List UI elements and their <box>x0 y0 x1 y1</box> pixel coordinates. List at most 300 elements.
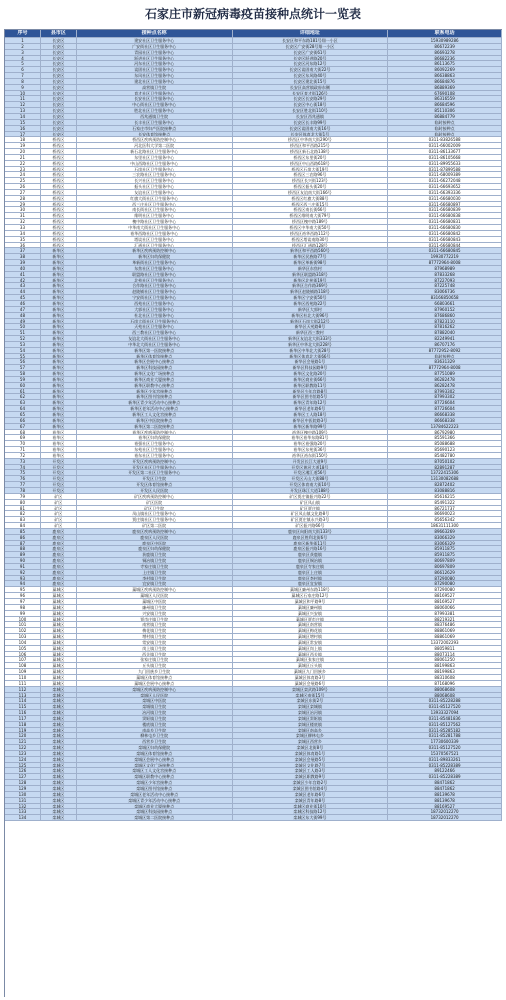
cell-index: 66 <box>5 418 41 424</box>
cell-district: 鹿泉区 <box>41 535 77 541</box>
cell-index: 122 <box>5 745 41 751</box>
cell-site-name: 鹿泉区人民医院 <box>77 535 233 541</box>
cell-phone: 0311-66693652 <box>388 184 502 190</box>
cell-phone: 0311-85481836 <box>388 716 502 722</box>
cell-phone: 13130082688 <box>388 476 502 482</box>
cell-address: 栾城区职教路9号 <box>233 774 389 780</box>
cell-address: 长安区广安街61号 <box>233 50 389 56</box>
cell-address: 开发区天山大街88号 <box>233 476 389 482</box>
cell-district: 长安区 <box>41 108 77 114</box>
cell-address: 桥西区友谊南大街166号 <box>233 190 389 196</box>
cell-district: 开发区 <box>41 488 77 494</box>
cell-district: 栾城区 <box>41 768 77 774</box>
cell-address: 栾城区柳林屯乡 <box>233 733 389 739</box>
cell-district: 矿区 <box>41 523 77 529</box>
cell-site-name: 三农路社区卫生服务中心 <box>77 172 233 178</box>
cell-phone: 86316559 <box>388 96 502 102</box>
cell-phone: 0311-85228389 <box>388 774 502 780</box>
cell-index: 118 <box>5 722 41 728</box>
cell-phone: 88169527 <box>388 804 502 810</box>
cell-phone: 88059811 <box>388 646 502 652</box>
cell-address: 矿区凤山镇文化路8号 <box>233 511 389 517</box>
cell-site-name: 联盟路社区卫生服务中心 <box>77 272 233 278</box>
cell-site-name: 裕东社区卫生服务中心 <box>77 453 233 459</box>
cell-district: 桥西区 <box>41 202 77 208</box>
cell-index: 113 <box>5 693 41 699</box>
cell-site-name: 栾城区科技园接种点 <box>77 809 233 815</box>
cell-site-name: 育才社区卫生服务中心 <box>77 91 233 97</box>
cell-site-name: 栾城区老年活动中心接种点 <box>77 792 233 798</box>
cell-phone: 0311-86105668 <box>388 155 502 161</box>
cell-phone: 13784622223 <box>388 424 502 430</box>
cell-phone: 0311-66680838 <box>388 213 502 219</box>
cell-address: 藁城区常安镇 <box>233 640 389 646</box>
cell-phone: 87772952-8092 <box>388 348 502 354</box>
cell-phone: 88068608 <box>388 687 502 693</box>
cell-address: 开发区珠江大道188号 <box>233 488 389 494</box>
cell-site-name: 天苑社区卫生服务中心 <box>77 324 233 330</box>
cell-phone: 85482780 <box>388 453 502 459</box>
cell-index: 12 <box>5 102 41 108</box>
cell-district: 长安区 <box>41 44 77 50</box>
cell-site-name: 新华区少年宫接种点 <box>77 389 233 395</box>
cell-phone: 0311-66680897 <box>388 202 502 208</box>
cell-phone: 87882040 <box>388 330 502 336</box>
cell-index: 134 <box>5 815 41 821</box>
cell-phone: 66803661 <box>388 301 502 307</box>
cell-address: 新华区石岗大街212号 <box>233 319 389 325</box>
cell-index: 62 <box>5 394 41 400</box>
cell-address: 新华区西苑路22号 <box>233 301 389 307</box>
cell-address: 新华区天苑路8号 <box>233 324 389 330</box>
cell-site-name: 九门回族乡卫生院 <box>77 669 233 675</box>
cell-index: 2 <box>5 44 41 50</box>
cell-district: 藁城区 <box>41 640 77 646</box>
cell-district: 桥西区 <box>41 155 77 161</box>
cell-district: 长安区 <box>41 50 77 56</box>
header-index: 序号 <box>5 30 41 38</box>
cell-address: 藁城区贾市庄镇 <box>233 617 389 623</box>
cell-phone: 83066736 <box>388 289 502 295</box>
cell-address: 矿区凤山镇 <box>233 500 389 506</box>
cell-address: 桥西区南长街66号 <box>233 207 389 213</box>
cell-address: 藁城区九门回族乡 <box>233 669 389 675</box>
cell-site-name: 梅花镇卫生院 <box>77 628 233 634</box>
cell-phone: 临时接种点 <box>388 126 502 132</box>
cell-site-name: 矿区疾病预防控制中心 <box>77 494 233 500</box>
cell-phone: 18732012270 <box>388 809 502 815</box>
cell-phone: 13933327094 <box>388 710 502 716</box>
cell-district: 栾城区 <box>41 763 77 769</box>
cell-site-name: 石岗大街社区卫生服务中心 <box>77 319 233 325</box>
cell-phone: 87290080 <box>388 581 502 587</box>
cell-site-name: 新华区职教中心接种点 <box>77 383 233 389</box>
header-address: 详细地址 <box>233 30 389 38</box>
cell-index: 26 <box>5 184 41 190</box>
cell-index: 42 <box>5 278 41 284</box>
cell-site-name: 桥西区疾病预防控制中心 <box>77 137 233 143</box>
cell-site-name: 栾城区会展中心接种点 <box>77 757 233 763</box>
cell-district: 桥西区 <box>41 184 77 190</box>
cell-address: 矿区贾庄镇 <box>233 506 389 512</box>
cell-phone: 0311-89833261 <box>388 757 502 763</box>
cell-index: 10 <box>5 91 41 97</box>
cell-address: 新华区老年路6号 <box>233 406 389 412</box>
cell-index: 75 <box>5 470 41 476</box>
cell-site-name: 矿区第二医院 <box>77 523 233 529</box>
cell-index: 125 <box>5 763 41 769</box>
cell-phone: 89663269 <box>388 529 502 535</box>
cell-phone: 85591366 <box>388 435 502 441</box>
cell-phone: 88199863 <box>388 663 502 669</box>
cell-address: 裕华区东苑街36号 <box>233 447 389 453</box>
cell-address: 桥西区和平西路215号 <box>233 143 389 149</box>
cell-index: 96 <box>5 593 41 599</box>
cell-index: 101 <box>5 622 41 628</box>
cell-phone: 88139678 <box>388 792 502 798</box>
cell-index: 35 <box>5 237 41 243</box>
cell-phone: 80697809 <box>388 558 502 564</box>
cell-site-name: 高营镇卫生院 <box>77 85 233 91</box>
cell-site-name: 新华区商业大厦接种点 <box>77 377 233 383</box>
cell-site-name: 西营乡卫生院 <box>77 739 233 745</box>
cell-address: 长安区跃进路20号 <box>233 56 389 62</box>
cell-phone: 88169527 <box>388 593 502 599</box>
cell-phone: 18631111300 <box>388 523 502 529</box>
cell-district: 桥西区 <box>41 219 77 225</box>
cell-district: 栾城区 <box>41 809 77 815</box>
cell-address: 新华区中华北大街228号 <box>233 342 389 348</box>
cell-site-name: 开发区卫生院 <box>77 476 233 482</box>
cell-site-name: 南长街社区卫生服务中心 <box>77 207 233 213</box>
cell-index: 82 <box>5 511 41 517</box>
cell-phone: 0311-66393336 <box>388 190 502 196</box>
cell-index: 81 <box>5 506 41 512</box>
cell-site-name: 矿区医院 <box>77 500 233 506</box>
cell-address: 藁城区体育路3号 <box>233 675 389 681</box>
cell-district: 矿区 <box>41 506 77 512</box>
cell-address: 栾城区冶河镇 <box>233 710 389 716</box>
cell-site-name: 北苑社区卫生服务中心 <box>77 278 233 284</box>
cell-district: 新华区 <box>41 289 77 295</box>
cell-index: 41 <box>5 272 41 278</box>
cell-address: 桥西区槐中路189号 <box>233 219 389 225</box>
cell-address: 藁城区丘头镇 <box>233 663 389 669</box>
cell-district: 长安区 <box>41 120 77 126</box>
cell-site-name: 南营镇卫生院 <box>77 622 233 628</box>
cell-index: 127 <box>5 774 41 780</box>
cell-index: 111 <box>5 681 41 687</box>
cell-phone: 0311-66680842 <box>388 231 502 237</box>
cell-district: 桥西区 <box>41 196 77 202</box>
cell-address: 藁城区南营镇 <box>233 622 389 628</box>
cell-district: 藁城区 <box>41 617 77 623</box>
cell-phone: 87751089 <box>388 371 502 377</box>
cell-index: 76 <box>5 476 41 482</box>
cell-index: 53 <box>5 342 41 348</box>
cell-index: 72 <box>5 453 41 459</box>
cell-site-name: 开发区第二社区卫生服务中心 <box>77 470 233 476</box>
cell-district: 新华区 <box>41 424 77 430</box>
cell-address: 新华区商业街66号 <box>233 377 389 383</box>
cell-phone: 85491322 <box>388 500 502 506</box>
cell-address: 栾城区北街8号 <box>233 745 389 751</box>
cell-address: 栾城区西营乡 <box>233 739 389 745</box>
cell-index: 132 <box>5 804 41 810</box>
cell-district: 长安区 <box>41 38 77 44</box>
cell-index: 55 <box>5 354 41 360</box>
cell-address: 栾城区老年路6号 <box>233 792 389 798</box>
cell-site-name: 新华区会展中心接种点 <box>77 359 233 365</box>
cell-phone: 86113675 <box>388 61 502 67</box>
cell-index: 37 <box>5 248 41 254</box>
cell-index: 25 <box>5 178 41 184</box>
cell-site-name: 藁城区会展中心接种点 <box>77 681 233 687</box>
cell-index: 119 <box>5 728 41 734</box>
cell-site-name: 中华南大街社区卫生服务中心 <box>77 225 233 231</box>
cell-district: 新华区 <box>41 278 77 284</box>
cell-district: 栾城区 <box>41 733 77 739</box>
cell-site-name: 新华区中医院接种点 <box>77 418 233 424</box>
cell-district: 桥西区 <box>41 207 77 213</box>
cell-phone: 86889369 <box>388 85 502 91</box>
cell-site-name: 中心街社区卫生服务中心 <box>77 102 233 108</box>
cell-phone: 83631329 <box>388 359 502 365</box>
cell-site-name: 建安社区卫生服务中心 <box>77 38 233 44</box>
cell-phone: 87823110 <box>388 319 502 325</box>
cell-site-name: 维明社区卫生服务中心 <box>77 213 233 219</box>
cell-address: 鹿泉区向阳南大街133号 <box>233 529 389 535</box>
cell-index: 120 <box>5 733 41 739</box>
cell-site-name: 李村镇卫生院 <box>77 576 233 582</box>
page-title: 石家庄市新冠病毒疫苗接种点统计一览表 <box>144 7 361 21</box>
cell-phone: 87225748 <box>388 283 502 289</box>
cell-phone: 88310608 <box>388 675 502 681</box>
cell-district: 新华区 <box>41 418 77 424</box>
cell-district: 栾城区 <box>41 792 77 798</box>
cell-site-name: 新华区疾病预防控制中心 <box>77 248 233 254</box>
cell-index: 65 <box>5 412 41 418</box>
cell-district: 开发区 <box>41 482 77 488</box>
cell-index: 29 <box>5 202 41 208</box>
cell-phone: 87168096 <box>388 681 502 687</box>
cell-index: 67 <box>5 424 41 430</box>
cell-site-name: 东苑社区卫生服务中心 <box>77 447 233 453</box>
cell-address: 新华区联盟路318号 <box>233 272 389 278</box>
cell-address: 长安区长丰路99号 <box>233 120 389 126</box>
cell-site-name: 开发区人民医院 <box>77 488 233 494</box>
cell-address: 新华区科技园路9号 <box>233 365 389 371</box>
cell-index: 69 <box>5 435 41 441</box>
cell-index: 33 <box>5 225 41 231</box>
cell-site-name: 西三教社区卫生服务中心 <box>77 330 233 336</box>
cell-site-name: 石家庄市妇产医院接种点 <box>77 126 233 132</box>
cell-phone: 17730600339 <box>388 739 502 745</box>
cell-index: 59 <box>5 377 41 383</box>
cell-district: 藁城区 <box>41 593 77 599</box>
cell-district: 桥西区 <box>41 190 77 196</box>
cell-site-name: 贾市庄镇卫生院 <box>77 617 233 623</box>
cell-district: 栾城区 <box>41 751 77 757</box>
cell-phone: 88219321 <box>388 617 502 623</box>
cell-index: 126 <box>5 768 41 774</box>
cell-address: 新华区文化路20号 <box>233 371 389 377</box>
cell-address: 新华区合作路369号 <box>233 283 389 289</box>
cell-address: 桥西区三农路96号 <box>233 172 389 178</box>
cell-address: 桥西区维明南大街79号 <box>233 213 389 219</box>
vaccination-sites-table <box>4 29 502 997</box>
cell-district: 栾城区 <box>41 716 77 722</box>
cell-phone: 88139678 <box>388 798 502 804</box>
cell-index: 28 <box>5 196 41 202</box>
cell-index: 86 <box>5 535 41 541</box>
cell-site-name: 大郭社区卫生服务中心 <box>77 307 233 313</box>
cell-address: 长安区体育北大街1号 <box>233 132 389 138</box>
cell-district: 新华区 <box>41 365 77 371</box>
cell-address: 藁城区西关镇 <box>233 652 389 658</box>
cell-phone: 67690108 <box>388 91 502 97</box>
cell-phone: 0311-66272048 <box>388 178 502 184</box>
cell-phone: 87772964-8008 <box>388 365 502 371</box>
cell-phone: 87290080 <box>388 576 502 582</box>
cell-index: 48 <box>5 313 41 319</box>
cell-address: 栾城区东街2号 <box>233 698 389 704</box>
cell-site-name: 长安社区卫生服务中心 <box>77 96 233 102</box>
cell-district: 鹿泉区 <box>41 576 77 582</box>
cell-district: 新华区 <box>41 307 77 313</box>
cell-phone: 0311-66002009 <box>388 143 502 149</box>
cell-phone: 86792980 <box>388 430 502 436</box>
cell-index: 38 <box>5 254 41 260</box>
cell-district: 栾城区 <box>41 728 77 734</box>
cell-address: 长安区建北街15号 <box>233 79 389 85</box>
cell-district: 矿区 <box>41 517 77 523</box>
cell-phone: 88060066 <box>388 605 502 611</box>
cell-address: 新华区大郭村 <box>233 307 389 313</box>
cell-site-name: 新华区老年活动中心接种点 <box>77 406 233 412</box>
cell-district: 桥西区 <box>41 225 77 231</box>
cell-site-name: 长兴社区卫生服务中心 <box>77 178 233 184</box>
cell-phone: 87993302 <box>388 394 502 400</box>
cell-site-name: 长丰社区卫生服务中心 <box>77 120 233 126</box>
cell-district: 矿区 <box>41 511 77 517</box>
cell-index: 107 <box>5 657 41 663</box>
cell-site-name: 胜北社区卫生服务中心 <box>77 108 233 114</box>
cell-district: 长安区 <box>41 61 77 67</box>
cell-address: 鹿泉区上庄镇 <box>233 570 389 576</box>
cell-address: 裕华区槐中路109号 <box>233 430 389 436</box>
cell-phone: 85911875 <box>388 552 502 558</box>
cell-district: 栾城区 <box>41 804 77 810</box>
cell-district: 栾城区 <box>41 780 77 786</box>
cell-index: 21 <box>5 155 41 161</box>
cell-address: 开发区长江大道9号 <box>233 459 389 465</box>
cell-address: 长安区河东路12号 <box>233 61 389 67</box>
cell-address: 鹿泉区铜冶镇 <box>233 558 389 564</box>
cell-index: 45 <box>5 295 41 301</box>
cell-site-name: 东风社区卫生服务中心 <box>77 73 233 79</box>
cell-district: 新华区 <box>41 301 77 307</box>
cell-index: 102 <box>5 628 41 634</box>
cell-district: 栾城区 <box>41 798 77 804</box>
cell-site-name: 藁城区体育馆接种点 <box>77 675 233 681</box>
cell-site-name: 杜北社区卫生服务中心 <box>77 313 233 319</box>
cell-address: 栾城区窦妪镇 <box>233 716 389 722</box>
cell-phone: 0311-66680844 <box>388 243 502 249</box>
cell-district: 栾城区 <box>41 774 77 780</box>
cell-index: 110 <box>5 675 41 681</box>
cell-index: 50 <box>5 324 41 330</box>
header-district: 县市区 <box>41 30 77 38</box>
cell-index: 54 <box>5 348 41 354</box>
cell-district: 栾城区 <box>41 745 77 751</box>
cell-site-name: 冶河镇卫生院 <box>77 710 233 716</box>
cell-site-name: 新华区第一医院接种点 <box>77 348 233 354</box>
cell-phone: 86092269 <box>388 67 502 73</box>
cell-site-name: 藁城区中医院 <box>77 599 233 605</box>
cell-index: 92 <box>5 570 41 576</box>
cell-site-name: 楼底镇卫生院 <box>77 722 233 728</box>
cell-index: 124 <box>5 757 41 763</box>
cell-address: 桥西区东里街20号 <box>233 155 389 161</box>
cell-index: 77 <box>5 482 41 488</box>
cell-address: 藁城区岗上镇 <box>233 646 389 652</box>
cell-site-name: 西苑社区卫生服务中心 <box>77 301 233 307</box>
cell-index: 40 <box>5 266 41 272</box>
cell-site-name: 新华区体育馆接种点 <box>77 354 233 360</box>
cell-district: 栾城区 <box>41 739 77 745</box>
cell-district: 新华区 <box>41 371 77 377</box>
cell-site-name: 常安镇卫生院 <box>77 640 233 646</box>
cell-site-name: 藁城区疾病预防控制中心 <box>77 587 233 593</box>
cell-site-name: 上庄镇卫生院 <box>77 570 233 576</box>
cell-site-name: 丘头镇卫生院 <box>77 663 233 669</box>
cell-phone: 0311-83826588 <box>388 137 502 143</box>
cell-address: 鹿泉区胜利北街6号 <box>233 535 389 541</box>
cell-district: 长安区 <box>41 126 77 132</box>
cell-address: 长安区东风路40号 <box>233 73 389 79</box>
cell-index: 39 <box>5 260 41 266</box>
cell-address: 裕华区裕东街150号 <box>233 453 389 459</box>
cell-phone: 88471862 <box>388 780 502 786</box>
cell-phone: 86690023 <box>388 511 502 517</box>
cell-phone: 0311-85281788 <box>388 733 502 739</box>
cell-address: 藁城区兴安镇 <box>233 611 389 617</box>
cell-address: 矿区贾庄镇永兴路3号 <box>233 517 389 523</box>
cell-address: 栾城区青年路8号 <box>233 798 389 804</box>
cell-phone: 0311-86133677 <box>388 149 502 155</box>
cell-district: 藁城区 <box>41 634 77 640</box>
cell-district: 新华区 <box>41 394 77 400</box>
cell-index: 129 <box>5 786 41 792</box>
cell-site-name: 栾城区图书馆接种点 <box>77 786 233 792</box>
cell-site-name: 西关镇卫生院 <box>77 652 233 658</box>
cell-index: 46 <box>5 301 41 307</box>
cell-district: 栾城区 <box>41 815 77 821</box>
cell-index: 68 <box>5 430 41 436</box>
cell-district: 栾城区 <box>41 786 77 792</box>
cell-address: 新华区革新街98号 <box>233 260 389 266</box>
cell-site-name: 革新街社区卫生服务中心 <box>77 260 233 266</box>
cell-index: 85 <box>5 529 41 535</box>
cell-address: 桥西区中华南大街290号 <box>233 137 389 143</box>
cell-index: 19 <box>5 143 41 149</box>
cell-district: 鹿泉区 <box>41 552 77 558</box>
cell-district: 新华区 <box>41 412 77 418</box>
cell-address: 藁城区廉州东路118号 <box>233 587 389 593</box>
cell-district: 新华区 <box>41 319 77 325</box>
cell-site-name: 振头社区卫生服务中心 <box>77 184 233 190</box>
